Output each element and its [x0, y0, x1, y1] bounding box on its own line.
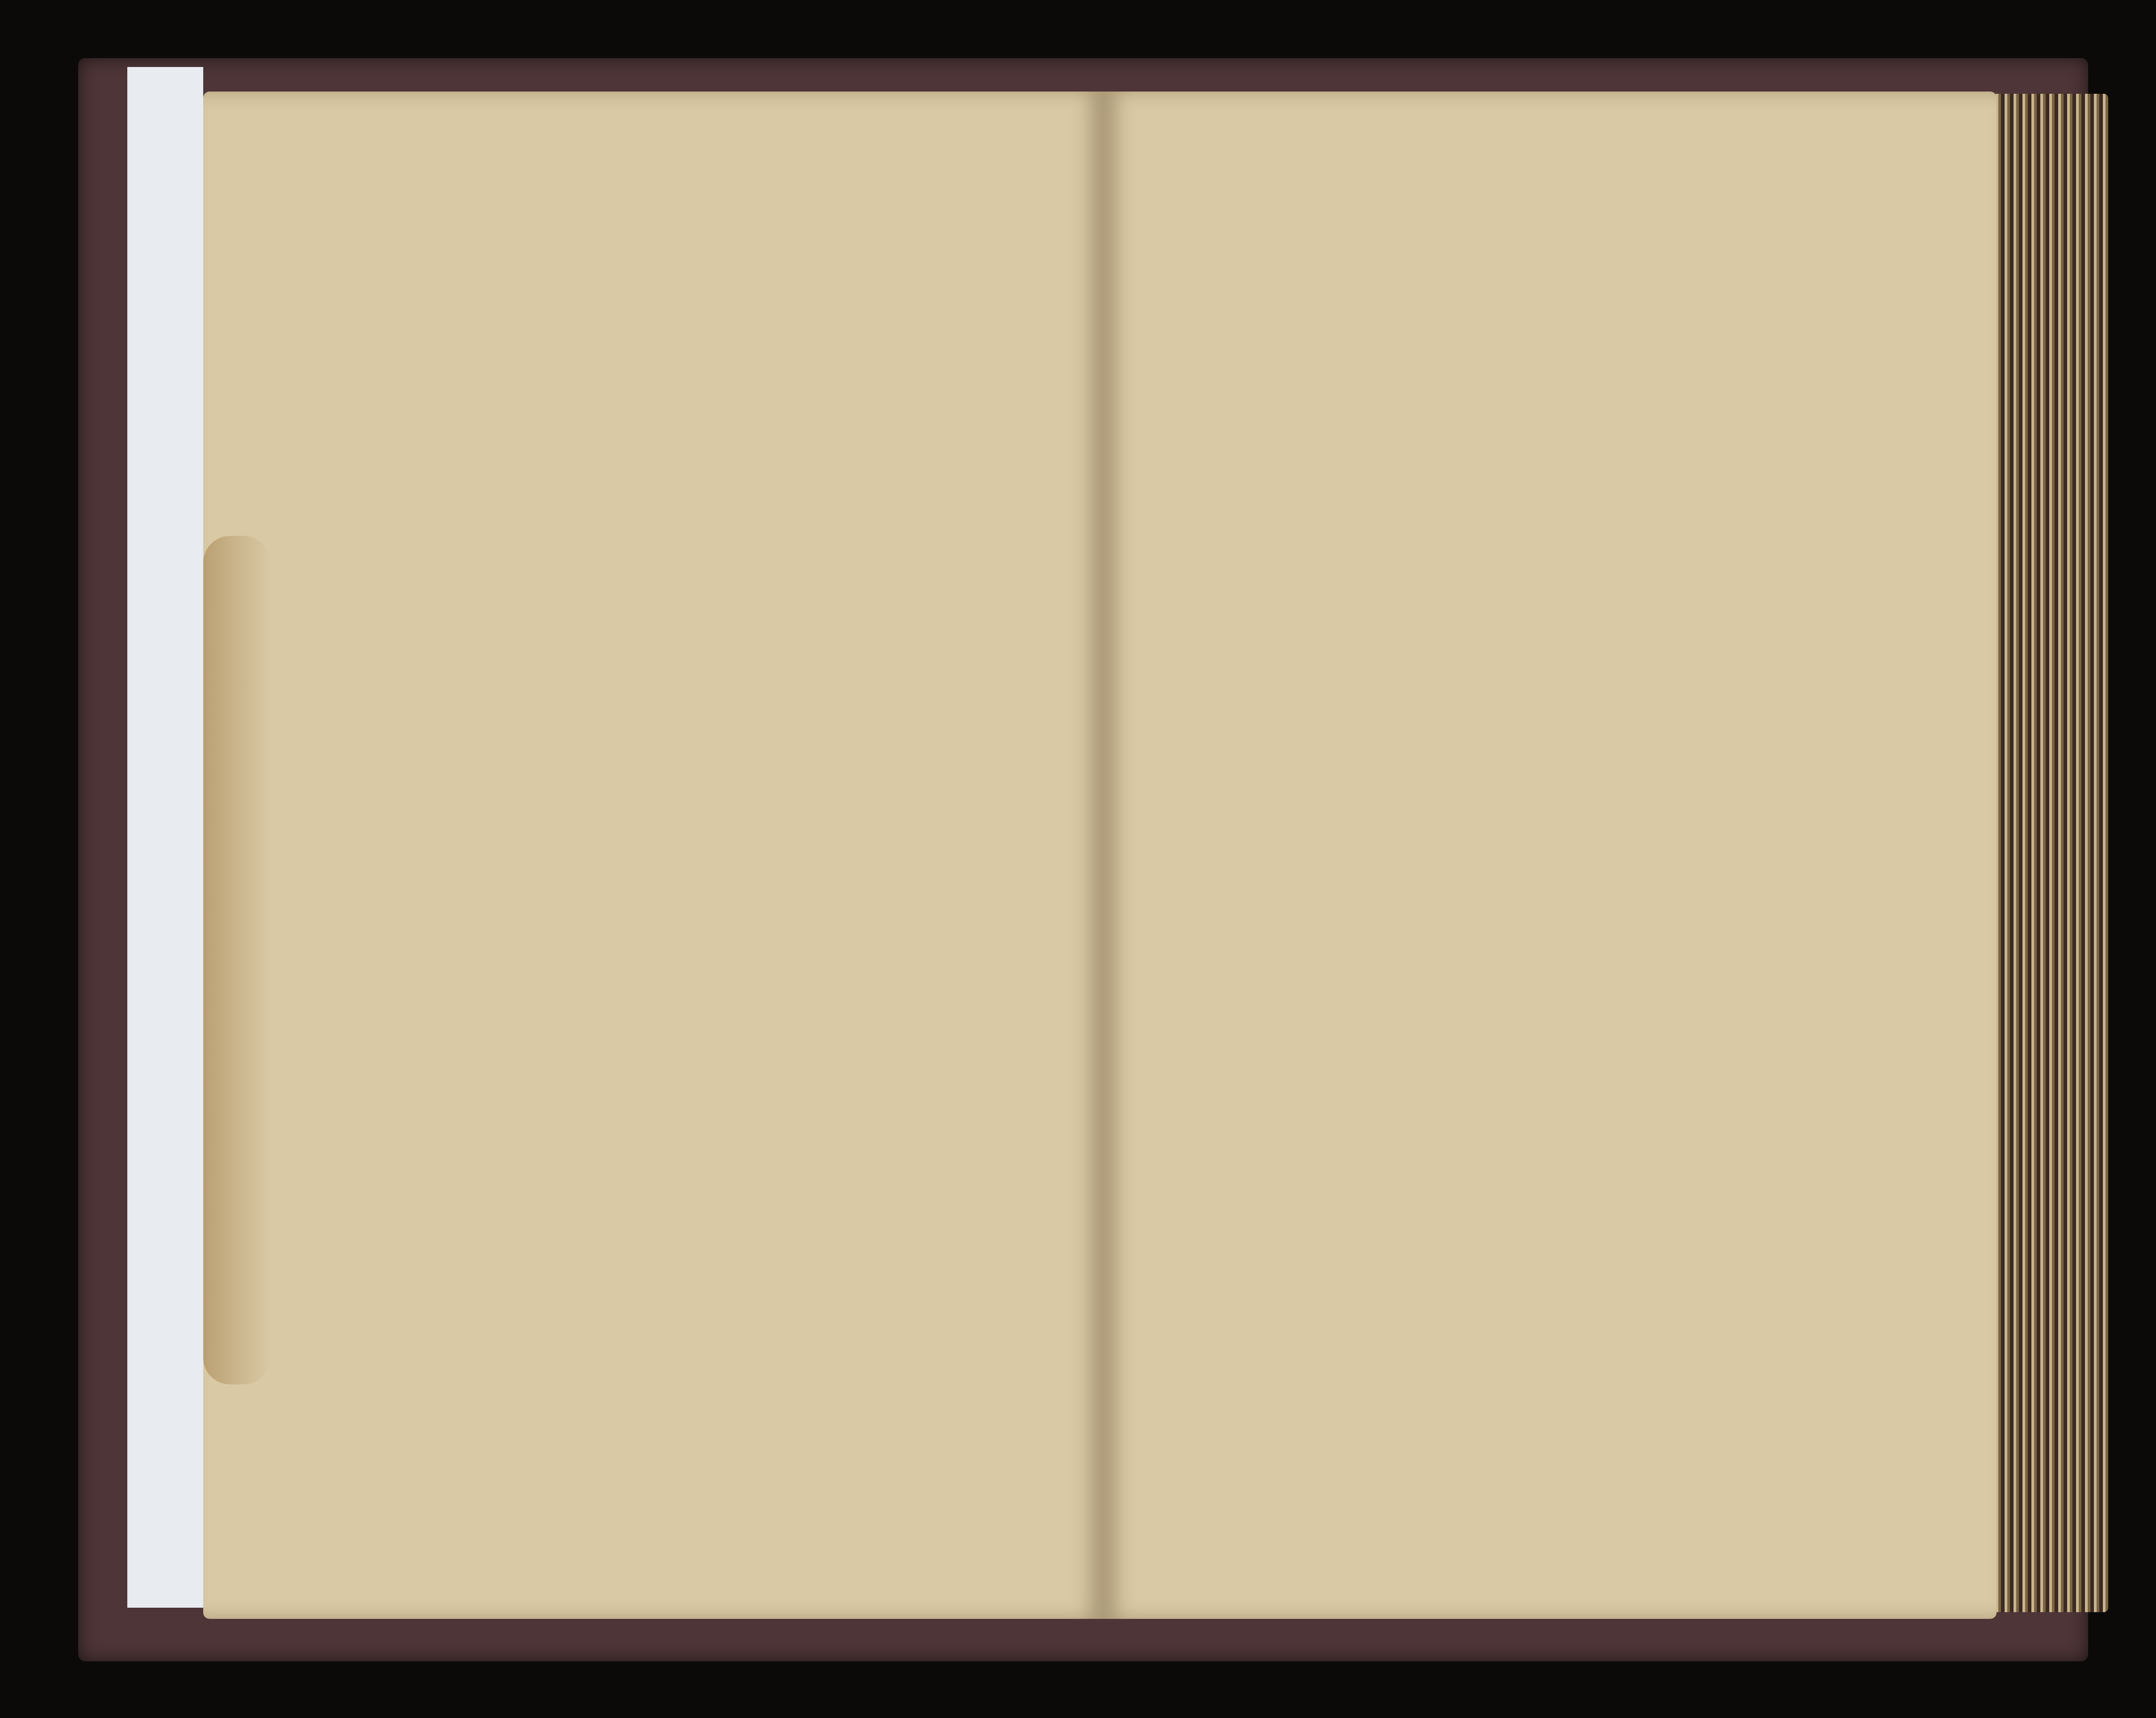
left-page	[203, 92, 1103, 1619]
right-page	[1103, 92, 1997, 1619]
page-edges	[1992, 94, 2108, 1612]
water-stain	[203, 536, 270, 1384]
